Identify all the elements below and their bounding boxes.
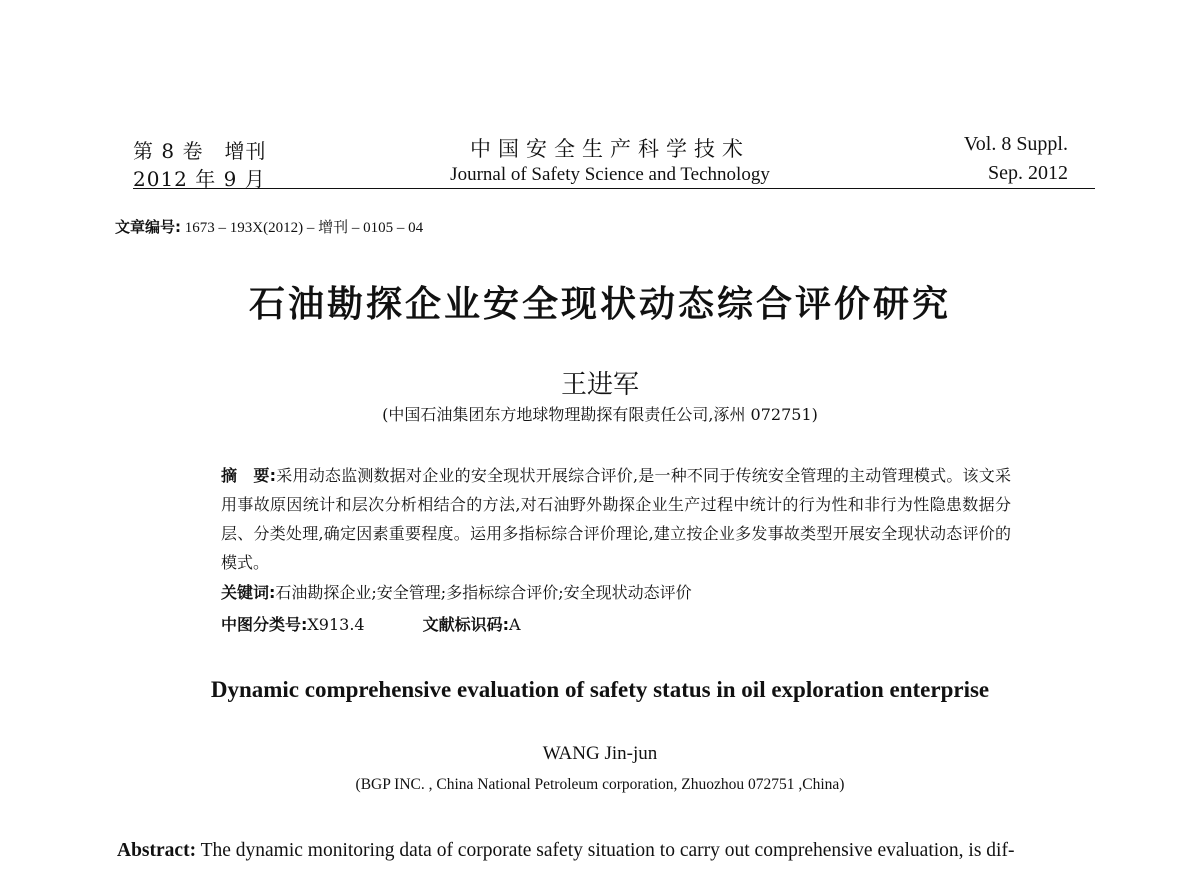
title-cn: 石油勘探企业安全现状动态综合评价研究 [248,284,951,325]
doc-code-label: 文献标识码: [422,615,510,634]
volume-issue: 第 8 卷 增刊 [133,139,267,163]
publication-date-en: Sep. 2012 [988,162,1068,184]
abstract-cn-text: 采用动态监测数据对企业的安全现状开展综合评价,是一种不同于传统安全管理的主动管理模式。该文采用事故原因统计和层次分析相结合的方法,对石油野外勘探企业生产过程中统计的行为性和非行为性隐患数据分层、分类处理,确定因素重要程度。运用多指标综合评价理论,建立按企业多发事故类型开展安全现状动态评价的模式。 [221,466,1011,572]
volume-issue-en: Vol. 8 Suppl. [963,133,1068,155]
abstract-en-text: The dynamic monitoring data of corporate safety situation to carry out comprehensive evaluation, is dif- [196,840,1015,861]
clc-label: 中图分类号: [221,615,308,634]
publication-date-cn: 2012 年 9 月 [133,167,266,191]
classification [221,612,521,635]
keywords-cn [221,580,692,603]
clc-value: X913.4 [307,615,365,634]
abstract-en-label: Abstract: [117,840,197,861]
article-number [115,216,423,237]
keywords-cn-text: 石油勘探企业;安全管理;多指标综合评价;安全现状动态评价 [275,583,692,602]
article-number-label: 文章编号: [115,218,181,236]
abstract-cn-label: 摘 要: [221,466,277,485]
journal-name-en: Journal of Safety Science and Technology [450,164,770,185]
journal-name-cn: 中国安全生产科学技术 [470,137,750,161]
author-cn: 王进军 [560,370,639,400]
title-en: Dynamic comprehensive evaluation of safety status in oil exploration enterprise [210,677,990,702]
affiliation-en: (BGP INC. , China National Petroleum corporation, Zhuozhou 072751 ,China) [355,776,845,793]
abstract-en [117,840,1097,862]
affiliation-cn: (中国石油集团东方地球物理勘探有限责任公司,涿州 072751) [382,405,818,424]
keywords-cn-label: 关键词: [221,583,276,602]
doc-code-value: A [509,615,521,634]
article-number-value: 1673 – 193X(2012) – 增刊 – 0105 – 04 [181,220,424,236]
header-rule [133,188,1095,189]
author-en: WANG Jin-jun [542,743,658,764]
abstract-cn [221,461,1011,577]
